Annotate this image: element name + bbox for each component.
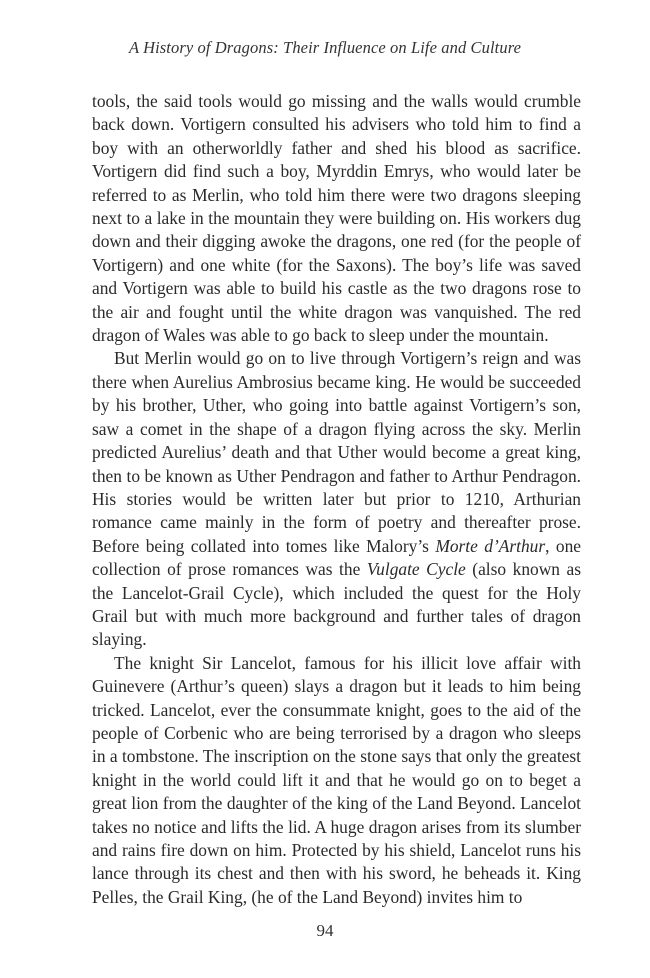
paragraph [92,347,581,651]
paragraph [92,90,581,347]
text-segment: , one collection of prose romances was the [92,535,581,580]
running-head: A History of Dragons: Their Influence on Life and Culture [128,38,522,57]
book-title-italic: Morte d’Arthur [435,535,546,556]
body-text [92,90,581,909]
book-title-italic: Vulgate Cycle [366,559,466,580]
text-segment: tools, the said tools would go missing and the walls would crumble back down. Vortigern consulted his advisers who told him to find a boy with an otherworldly father and shed his blood as sacrifice. Vortigern did find such a boy, Myrddin Emrys, who would later be referred to as Merlin, who told him there were two dragons sleeping next to a lake in the mountain they were building on. His workers dug down and their digging awoke the dragons, one red (for the people of Vortigern) and one white (for the Saxons). The boy’s life was saved and Vortigern was able to build his castle as the two dragons rose to the air and fought until the white dragon was vanquished. The red dragon of Wales was able to go back to sleep under the mountain. [92,91,581,346]
text-segment: But Merlin would go on to live through Vortigern’s reign and was there when Aurelius Ambrosius became king. He would be succeeded by his brother, Uther, who going into battle against Vortigern’s son, saw a comet in the shape of a dragon flying across the sky. Merlin predicted Aurelius’ death and that Uther would become a great king, then to be known as Uther Pendragon and father to Arthur Pendragon. His stories would be written later but prior to 1210, Arthurian romance came mainly in the form of poetry and thereafter prose. Before being collated into tomes like Malory’s [92,348,581,556]
text-segment: (also known as the Lancelot-Grail Cycle), which included the quest for the Holy Grail but with much more background and further tales of dragon slaying. [92,559,581,650]
text-segment: The knight Sir Lancelot, famous for his illicit love affair with Guinevere (Arthur’s queen) slays a dragon but it leads to him being tricked. Lancelot, ever the consummate knight, goes to the aid of the people of Corbenic who are being terrorised by a dragon who sleeps in a tombstone. The inscription on the stone says that only the greatest knight in the world could lift it and that he would go on to beget a great lion from the daughter of the king of the Land Beyond. Lancelot takes no notice and lifts the lid. A huge dragon arises from its slumber and rains fire down on him. Protected by his shield, Lancelot runs his lance through its chest and then with his sword, he beheads it. King Pelles, the Grail King, (he of the Land Beyond) invites him to [92,652,581,907]
paragraph [92,652,581,909]
page-number: 94 [316,921,334,940]
